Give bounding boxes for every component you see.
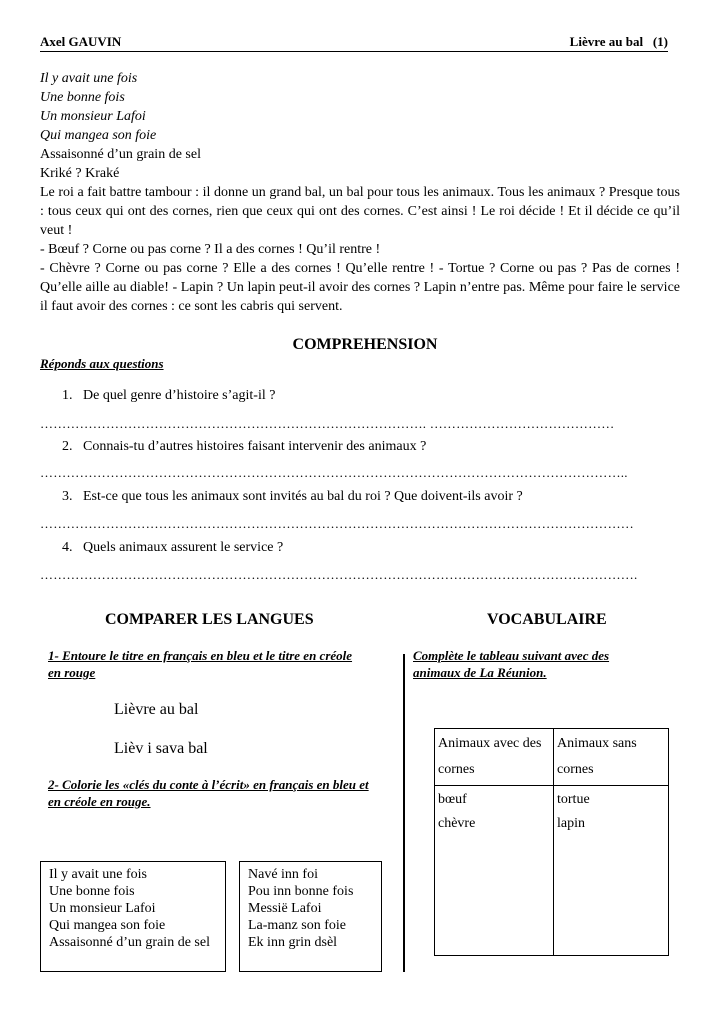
comprehension-instruction: Réponds aux questions <box>40 356 164 371</box>
list-item: tortue <box>557 792 590 807</box>
title-french[interactable]: Lièvre au bal <box>114 701 199 718</box>
column-divider <box>403 654 405 972</box>
author-name: Axel GAUVIN <box>40 34 122 49</box>
creole-line[interactable]: Navé inn foi <box>248 867 318 882</box>
vocabulary-heading: VOCABULAIRE <box>487 611 607 628</box>
table-header-with-horns: Animaux avec des cornes <box>435 729 554 786</box>
list-item: bœuf <box>438 792 467 807</box>
story-closing-formula <box>40 145 201 183</box>
french-formula-box <box>40 861 226 972</box>
story-paragraph: - Bœuf ? Corne ou pas corne ? Il a des cornes ! Qu’il rentre ! <box>40 242 381 257</box>
question <box>62 388 275 404</box>
compare-instruction-1: 1- Entoure le titre en français en bleu et le titre en créole en rouge <box>48 648 353 680</box>
story-line: Il y avait une fois <box>40 71 138 86</box>
answer-line[interactable]: ……………………………………………………………………………………………………………………… <box>40 516 634 531</box>
question <box>62 489 523 505</box>
question-number: 1. <box>62 388 73 403</box>
creole-line[interactable]: Ek inn grin dsèl <box>248 935 338 950</box>
answer-line[interactable]: ……………………………………………………………………………. …………………………………… <box>40 416 615 431</box>
story-line: Une bonne fois <box>40 90 125 105</box>
comprehension-heading: COMPREHENSION <box>292 336 438 353</box>
vocabulary-instruction: Complète le tableau suivant avec des animaux de La Réunion. <box>413 648 610 680</box>
story-line: Un monsieur Lafoi <box>40 109 146 124</box>
story-paragraph: - Chèvre ? Corne ou pas corne ? Elle a des cornes ! Qu’elle rentre ! - Tortue ? Corne ou pas ? Pas de cornes ! Qu’elle aille au diable! - Lapin ? Un lapin peut-il avoir des cornes ? Lapin n’entre pas. Même pour faire le service il faut avoir des cornes : ce sont les cabris qui servent. <box>40 261 680 314</box>
question-number: 3. <box>62 489 73 504</box>
creole-formula-box <box>239 861 382 972</box>
story-line: Kriké ? Kraké <box>40 166 120 181</box>
question-number: 4. <box>62 540 73 555</box>
question <box>62 540 283 556</box>
french-line[interactable]: Une bonne fois <box>49 884 135 899</box>
question-text: Connais-tu d’autres histoires faisant intervenir des animaux ? <box>83 439 427 454</box>
question-text: Est-ce que tous les animaux sont invités au bal du roi ? Que doivent-ils avoir ? <box>83 489 523 504</box>
story-paragraph: Le roi a fait battre tambour : il donne un grand bal, un bal pour tous les animaux. Tous les animaux ? Presque tous : tous ceux qui ont des cornes, rien que ceux qui ont des cornes. C’est ainsi ! Le roi décide ! Et il décide ce qu’il veut ! <box>40 185 680 238</box>
creole-line[interactable]: Pou inn bonne fois <box>248 884 354 899</box>
answer-line[interactable]: ………………………………………………………………………………………………………………………. <box>40 567 638 582</box>
story-opening <box>40 69 156 145</box>
without-horns-cell[interactable] <box>554 786 669 956</box>
list-item: lapin <box>557 816 585 831</box>
table-header-without-horns: Animaux sans cornes <box>554 729 669 786</box>
with-horns-cell[interactable] <box>435 786 554 956</box>
answer-line[interactable]: …………………………………………………………………………………………………………………….. <box>40 465 628 480</box>
french-line[interactable]: Un monsieur Lafoi <box>49 901 156 916</box>
vocabulary-table <box>434 728 669 956</box>
story-line: Qui mangea son foie <box>40 128 157 143</box>
question-text: De quel genre d’histoire s’agit-il ? <box>83 388 276 403</box>
story-line: Assaisonné d’un grain de sel <box>40 147 201 162</box>
document-title: Lièvre au bal (1) <box>569 34 668 49</box>
creole-line[interactable]: Messië Lafoi <box>248 901 322 916</box>
list-item: chèvre <box>438 816 476 831</box>
compare-heading: COMPARER LES LANGUES <box>105 611 314 628</box>
french-line[interactable]: Assaisonné d’un grain de sel <box>49 935 210 950</box>
compare-instruction-2: 2- Colorie les «clés du conte à l’écrit» en français en bleu et en créole en rouge. <box>48 777 369 809</box>
question-number: 2. <box>62 439 73 454</box>
title-creole[interactable]: Lièv i sava bal <box>114 740 208 757</box>
french-line[interactable]: Il y avait une fois <box>49 867 147 882</box>
question-text: Quels animaux assurent le service ? <box>83 540 284 555</box>
creole-line[interactable]: La-manz son foie <box>248 918 346 933</box>
question <box>62 439 426 455</box>
french-line[interactable]: Qui mangea son foie <box>49 918 166 933</box>
page-header <box>40 34 668 52</box>
